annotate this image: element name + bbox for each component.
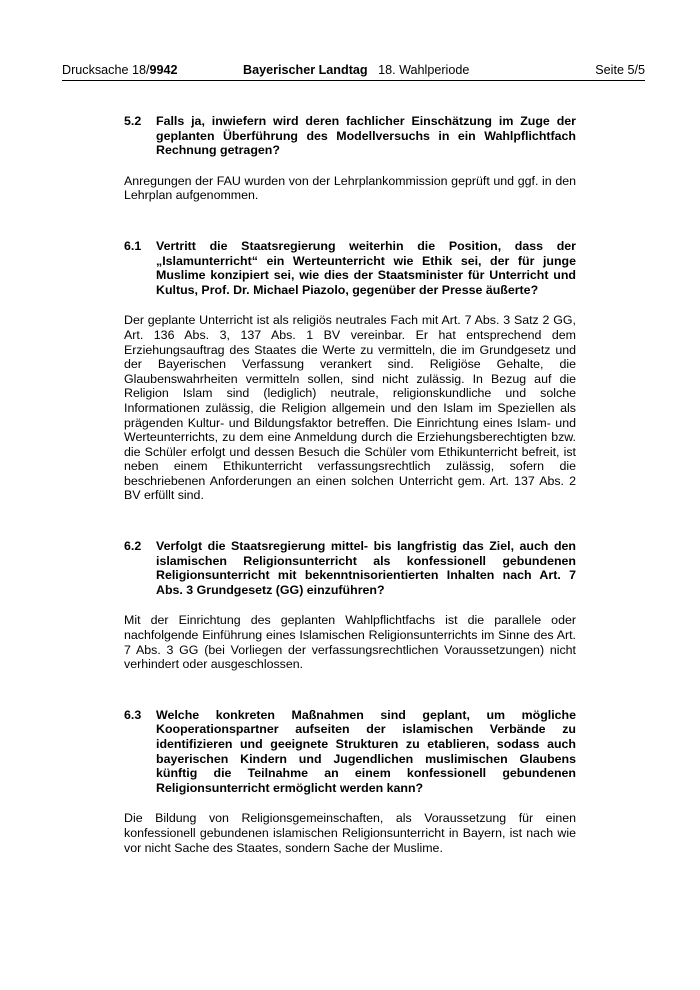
question-5-2	[124, 114, 576, 158]
question-6-1	[124, 239, 576, 297]
answer-6-2: Mit der Einrichtung des geplanten Wahlpflichtfachs ist die parallele oder nachfolgende Einführung eines Islamischen Religionsunterrichts im Sinne des Art. 7 Abs. 3 GG (bei Vorliegen der verfassungsrechtlichen Voraussetzungen) nicht verhindert oder ausgeschlossen.	[124, 613, 576, 672]
question-number: 6.2	[124, 539, 142, 554]
question-text: Vertritt die Staatsregierung weiterhin die Position, dass der „Islamunterricht“ ein Werteunterricht wie Ethik sei, der für junge Muslime konzipiert sei, wie dies der Staatsminister für Unterricht und Kultus, Prof. Dr. Michael Piazolo, gegenüber der Presse äußerte?	[156, 238, 576, 297]
page-header	[62, 63, 645, 81]
parliament-title	[243, 63, 469, 78]
election-period: 18. Wahlperiode	[378, 63, 470, 77]
question-text: Welche konkreten Maßnahmen sind geplant, um mögliche Kooperationspartner aufseiten der islamischen Verbände zu identifizieren und geeignete Strukturen zu etablieren, sodass auch bayerischen Kindern und Jugendlichen muslimischen Glaubens künftig die Teilnahme an einem konfessionell gebundenen Religionsunterricht ermöglicht werden kann?	[156, 707, 576, 795]
question-number: 6.3	[124, 707, 142, 722]
document-number-prefix: Drucksache 18/	[62, 63, 150, 77]
question-number: 5.2	[124, 114, 142, 128]
question-6-2	[124, 539, 576, 597]
answer-6-1: Der geplante Unterricht ist als religiös neutrales Fach mit Art. 7 Abs. 3 Satz 2 GG, Art. 136 Abs. 3, 137 Abs. 1 BV vereinbar. Er hat entsprechend dem Erziehungsauftrag des Staates die Werte zu vermitteln, die im Grundgesetz und der Bayerischen Verfassung verankert sind. Religiöse Gehalte, die Glaubenswahrheiten vermitteln sollen, sind nicht zulässig. In Bezug auf die Religion Islam sind (lediglich) neutrale, religionskundliche und solche Informationen zulässig, die Religion allgemein und den Islam im Speziellen als prägenden Kultur- und Bildungsfaktor betreffen. Die Einrichtung eines Islam- und Werteunterrichts, zu dem eine Anmeldung durch die Erziehungsberechtigten bzw. die Schüler erfolgt und dessen Besuch die Schüler vom Ethikunterricht befreit, ist neben einem Ethikunterricht verfassungsrechtlich zulässig, sofern die beschriebenen Anforderungen an einen solchen Unterricht gem. Art. 137 Abs. 2 BV erfüllt sind.	[124, 313, 576, 503]
question-text: Falls ja, inwiefern wird deren fachlicher Einschätzung im Zuge der geplanten Überführung des Modellversuchs in ein Wahlpflichtfach Rechnung getragen?	[156, 114, 576, 158]
document-body	[124, 114, 576, 855]
answer-5-2: Anregungen der FAU wurden von der Lehrplankommission geprüft und ggf. in den Lehrplan aufgenommen.	[124, 173, 576, 203]
section-spacer	[124, 203, 576, 239]
section-spacer	[124, 672, 576, 708]
header-divider	[62, 80, 645, 81]
answer-6-3: Die Bildung von Religionsgemeinschaften, als Voraussetzung für einen konfessionell gebundenen islamischen Religionsunterricht in Bayern, ist nach wie vor nicht Sache des Staates, sondern Sache der Muslime.	[124, 811, 576, 855]
question-6-3	[124, 708, 576, 796]
section-spacer	[124, 503, 576, 539]
document-number	[62, 63, 178, 78]
parliament-name: Bayerischer Landtag	[243, 63, 368, 77]
question-number: 6.1	[124, 238, 142, 253]
question-text: Verfolgt die Staatsregierung mittel- bis langfristig das Ziel, auch den islamischen Religionsunterricht als konfessionell gebundenen Religionsunterricht mit bekenntnisorientierten Inhalten nach Art. 7 Abs. 3 Grundgesetz (GG) einzuführen?	[156, 539, 576, 597]
page-number: Seite 5/5	[595, 63, 645, 77]
document-number-value: 9942	[149, 63, 178, 77]
